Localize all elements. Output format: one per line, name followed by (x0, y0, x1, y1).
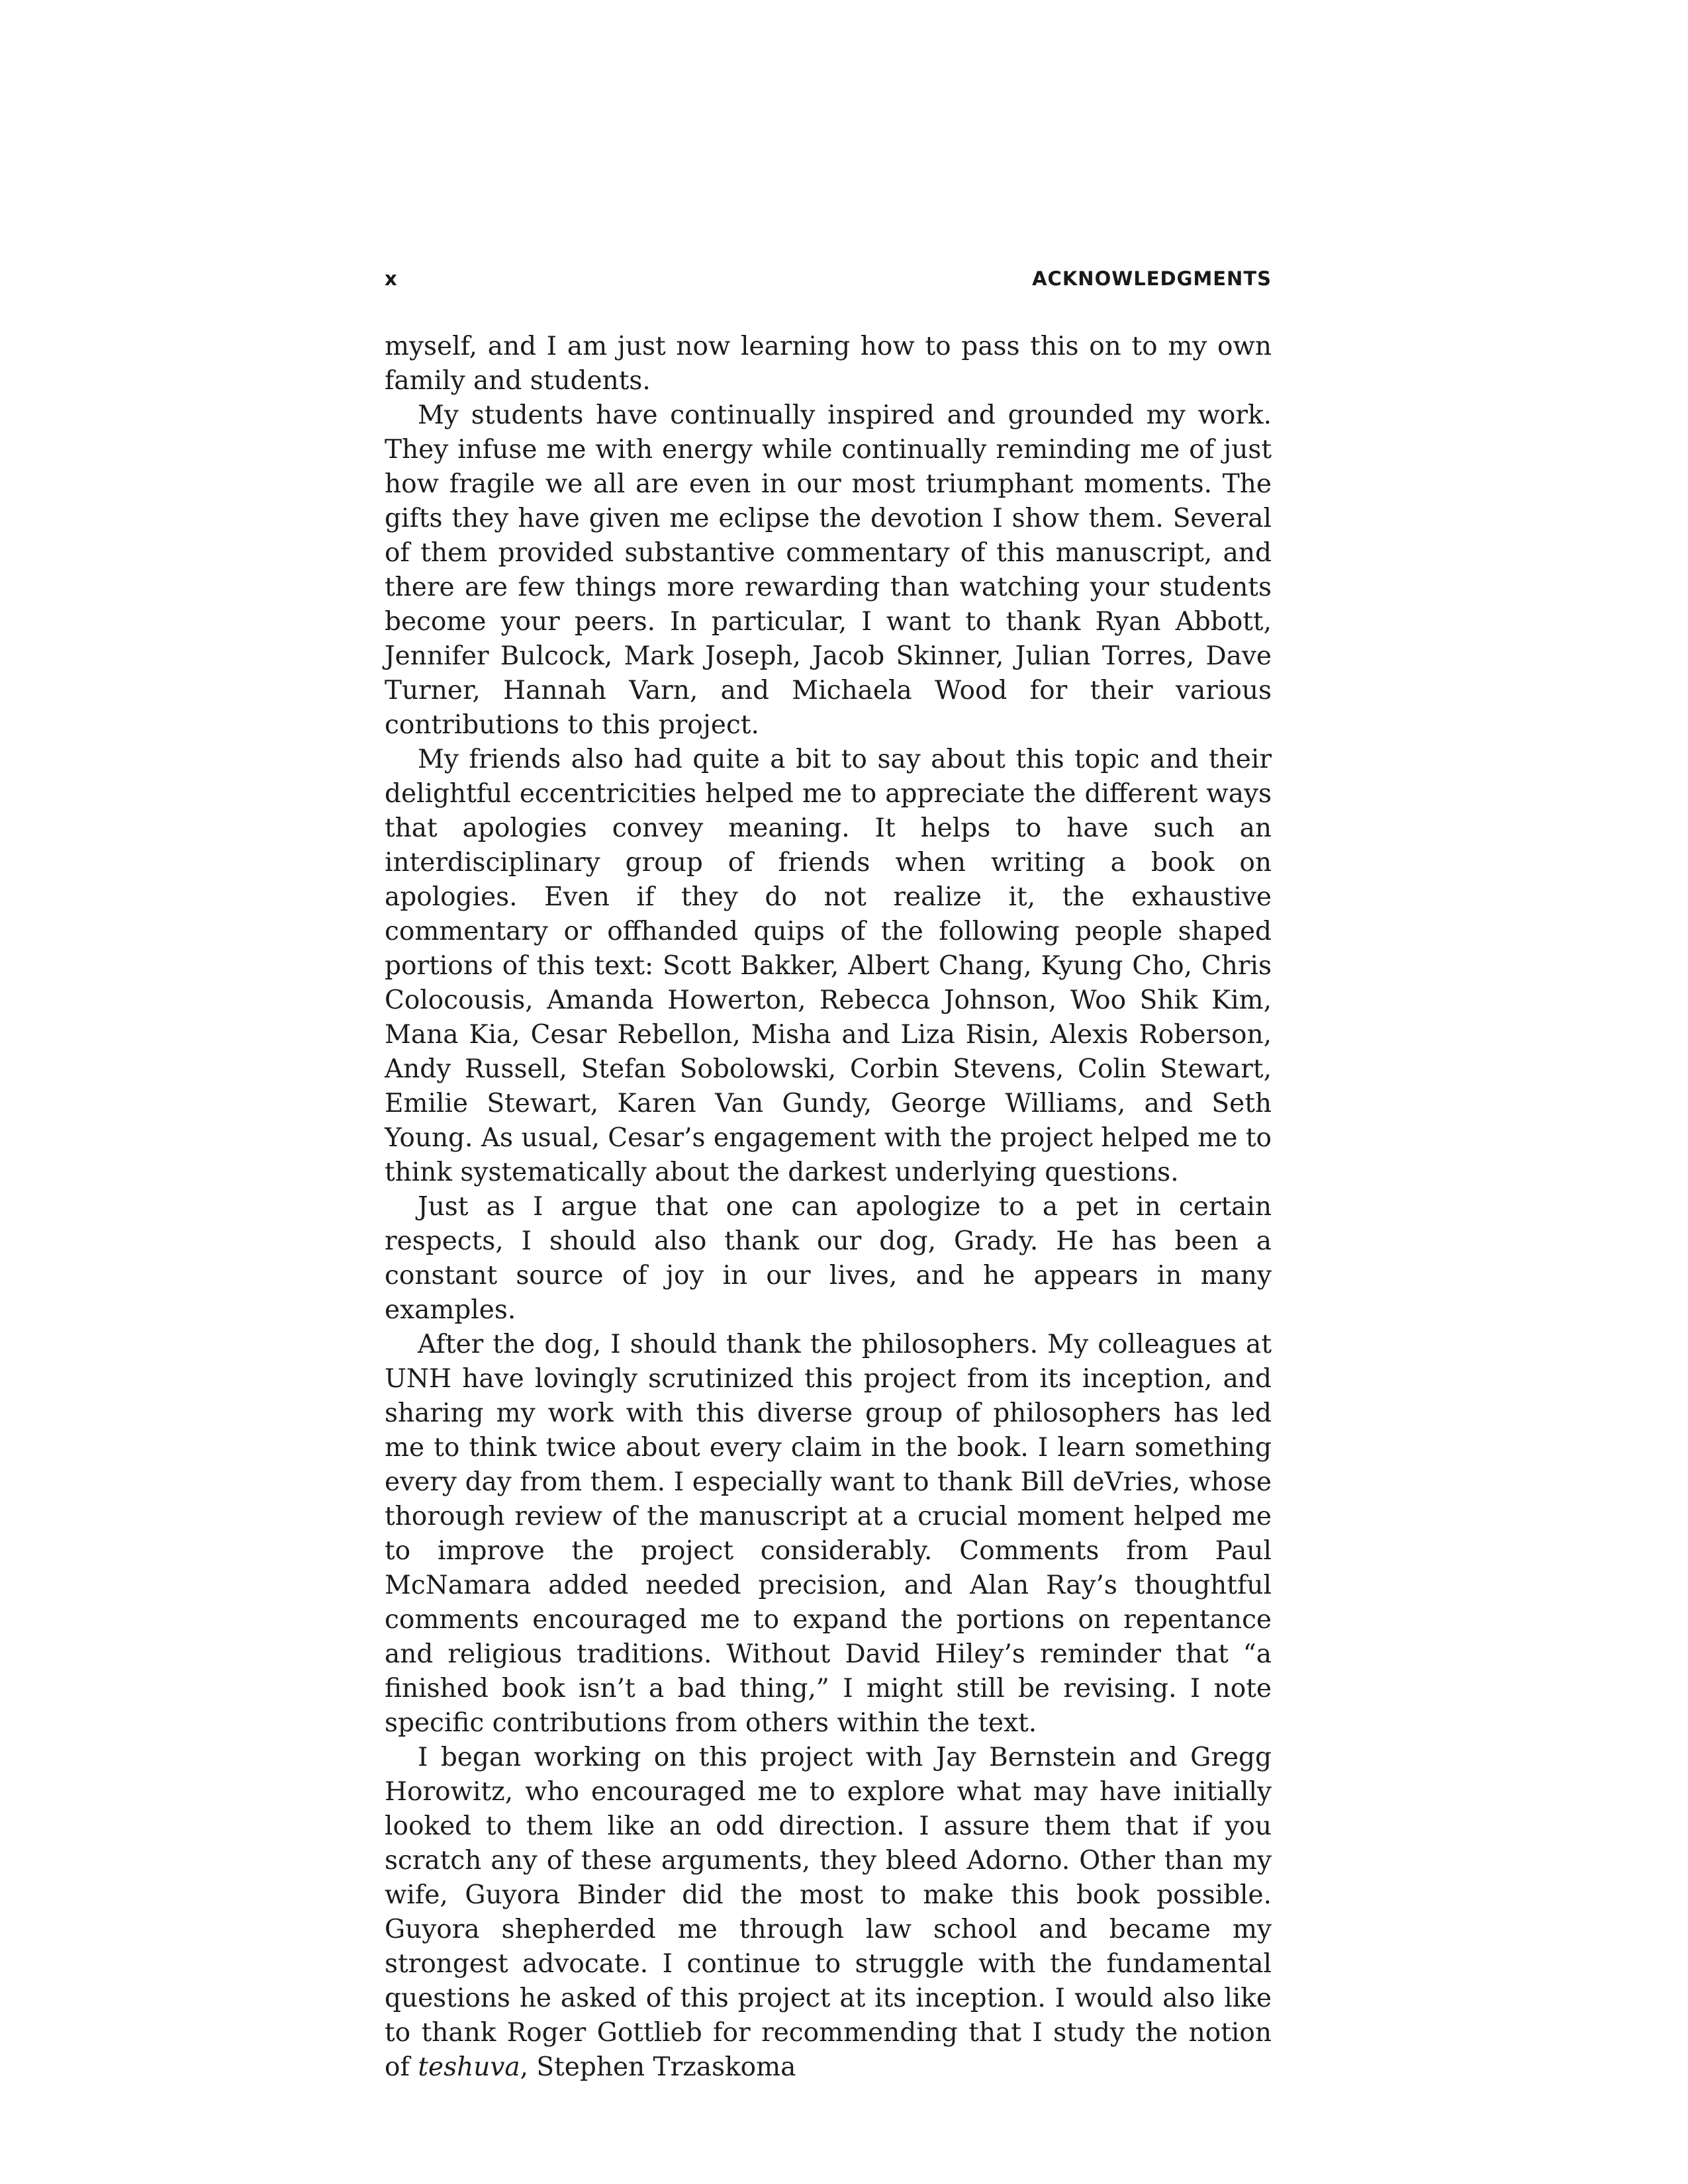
page-number: x (385, 267, 398, 290)
paragraph-friends: My friends also had quite a bit to say about this topic and their delightful eccentricities helped me to appreciate the different ways that apologies convey meaning. It helps to have such an interdisciplinary group of friends when writing a book on apologies. Even if they do not realize it, the exhaustive commentary or offhanded quips of the following people shaped portions of this text: Scott Bakker, Albert Chang, Kyung Cho, Chris Colocousis, Amanda Howerton, Rebecca Johnson, Woo Shik Kim, Mana Kia, Cesar Rebellon, Misha and Liza Risin, Alexis Roberson, Andy Russell, Stefan Sobolowski, Corbin Stevens, Colin Stewart, Emilie Stewart, Karen Van Gundy, George Williams, and Seth Young. As usual, Cesar’s engagement with the project helped me to think systematically about the darkest underlying questions. (385, 745, 1272, 1187)
running-head (385, 267, 1272, 300)
paragraph-continued: myself, and I am just now learning how to pass this on to my own family and students. (385, 332, 1272, 396)
paragraph-students: My students have continually inspired and grounded my work. They infuse me with energy while continually reminding me of just how fragile we all are even in our most triumphant moments. The gifts they have given me eclipse the devotion I show them. Several of them provided substantive commentary of this manuscript, and there are few things more rewarding than watching your students become your peers. In particular, I want to thank Ryan Abbott, Jennifer Bulcock, Mark Joseph, Jacob Skinner, Julian Torres, Dave Turner, Hannah Varn, and Michaela Wood for their various contributions to this project. (385, 400, 1272, 740)
mentors-text-start: I began working on this project with Jay Bernstein and Gregg Horowitz, who encouraged me to explore what may have initially looked to them like an odd direction. I assure them that if you scratch any of these arguments, they bleed Adorno. Other than my wife, Guyora Binder did the most to make this book possible. Guyora shepherded me through law school and became my strongest advocate. I continue to struggle with the fundamental questions he asked of this project at its inception. I would also like to thank Roger Gottlieb for recommending that I study the notion of (385, 1743, 1272, 2082)
paragraph-dog: Just as I argue that one can apologize to a pet in certain respects, I should also thank our dog, Grady. He has been a constant source of joy in our lives, and he appears in many examples. (385, 1192, 1272, 1325)
running-title: ACKNOWLEDGMENTS (1032, 267, 1272, 290)
body-text (385, 330, 1272, 2085)
mentors-text-end: , Stephen Trzaskoma (520, 2052, 796, 2082)
teshuva-term: teshuva (418, 2052, 520, 2082)
paragraph-philosophers: After the dog, I should thank the philosophers. My colleagues at UNH have lovingly scrutinized this project from its inception, and sharing my work with this diverse group of philosophers has led me to think twice about every claim in the book. I learn something every day from them. I especially want to thank Bill deVries, whose thorough review of the manuscript at a crucial moment helped me to improve the project considerably. Comments from Paul McNamara added needed precision, and Alan Ray’s thoughtful comments encouraged me to expand the portions on repentance and religious traditions. Without David Hiley’s reminder that “a finished book isn’t a bad thing,” I might still be revising. I note specific contributions from others within the text. (385, 1330, 1272, 1738)
paragraph-mentors (385, 1741, 1272, 2085)
